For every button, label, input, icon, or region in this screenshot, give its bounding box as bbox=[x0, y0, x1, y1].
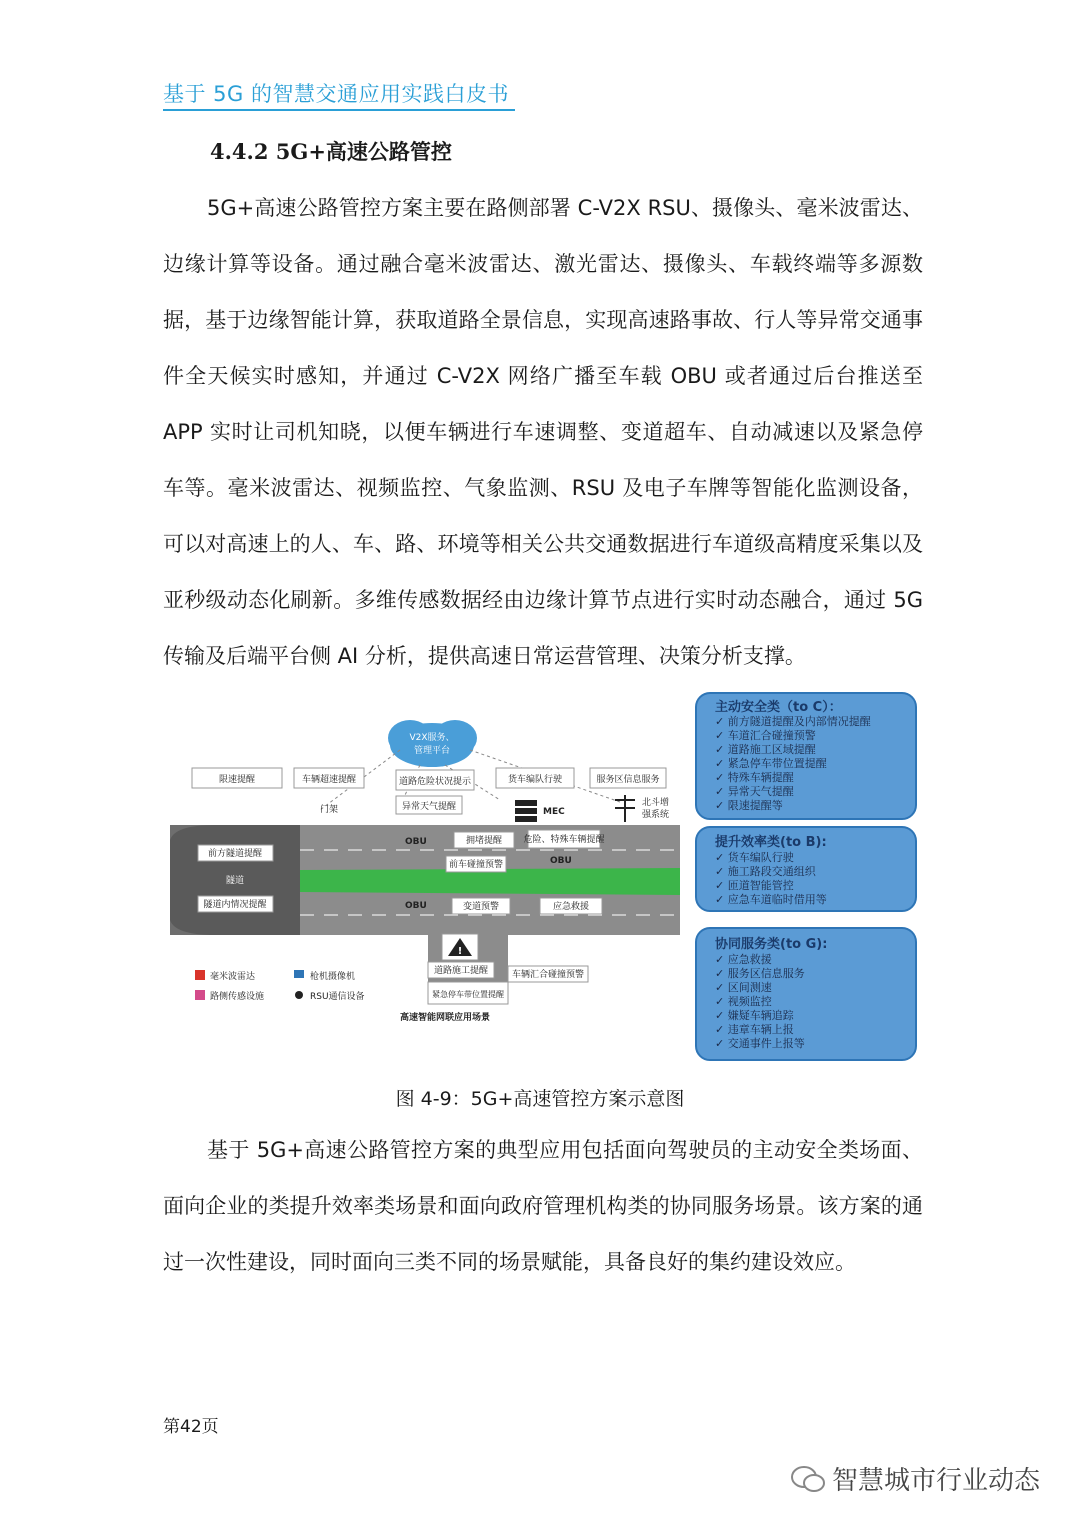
roadwork-label: 道路施工提醒 bbox=[433, 966, 489, 976]
top-box-label: 服务区信息服务 bbox=[596, 775, 660, 785]
panel-title: 主动安全类（to C）： bbox=[715, 700, 842, 715]
figure-caption: 图 4-9：5G+高速管控方案示意图 bbox=[395, 1088, 685, 1110]
panel-item: ✓ 区间测速 bbox=[715, 981, 772, 994]
tunnel-front-label: 前方隧道提醒 bbox=[207, 849, 263, 859]
header-rule bbox=[163, 109, 515, 111]
panel-item: ✓ 车道汇合碰撞预警 bbox=[715, 729, 816, 742]
legend-item: 路侧传感设施 bbox=[210, 992, 265, 1002]
panel-item: ✓ 施工路段交通组织 bbox=[715, 865, 816, 878]
legend-item: 毫米波雷达 bbox=[210, 972, 256, 982]
emergency-stop-label: 紧急停车带位置提醒 bbox=[432, 990, 504, 999]
panel-item: ✓ 异常天气提醒 bbox=[715, 785, 794, 798]
beidou-icon bbox=[615, 795, 669, 822]
panel-safety bbox=[696, 693, 916, 819]
panel-item: ✓ 前方隧道提醒及内部情况提醒 bbox=[715, 715, 871, 728]
panel-item: ✓ 交通事件上报等 bbox=[715, 1037, 805, 1050]
panel-item: ✓ 视频监控 bbox=[715, 995, 772, 1008]
panel-item: ✓ 限速提醒等 bbox=[715, 799, 783, 812]
top-box-label: 限速提醒 bbox=[218, 775, 256, 785]
merge-warning-label: 车辆汇合碰撞预警 bbox=[511, 970, 585, 980]
tunnel-inside-label: 隧道内情况提醒 bbox=[203, 900, 267, 910]
top-box-label: 车辆超速提醒 bbox=[301, 775, 357, 785]
body-paragraph-1: 5G+高速公路管控方案主要在路侧部署 C-V2X RSU、摄像头、毫米波雷达、边缘计算等设备。通过融合毫米波雷达、激光雷达、摄像头、车载终端等多源数据，基于边缘智能计算，获取道路全景信息，实现高速路事故、行人等异常交通事件全天候实时感知，并通过 C-V2X 网络广播至车载 OBU 或者通过后台推送至 APP 实时让司机知晓，以便车辆进行车速调整、变道超车、自动减速以及紧急停车等。毫米波雷达、视频监控、气象监测、RSU 及电子车牌等智能化监测设备，可以对高速上的人、车、路、环境等相关公共交通数据进行车道级高精度采集以及亚秒级动态化刷新。多维传感数据经由边缘计算节点进行实时动态融合，通过 5G 传输及后端平台侧 AI 分析，提供高速日常运营管理、决策分析支撑。 bbox=[163, 196, 923, 668]
gantry-label: 门架 bbox=[320, 805, 339, 815]
page-number: 第42页 bbox=[163, 1417, 219, 1437]
tunnel-label: 隧道 bbox=[225, 876, 245, 886]
obu-label: OBU bbox=[405, 837, 427, 847]
congestion-label: 拥堵提醒 bbox=[465, 836, 503, 846]
header-title: 基于 5G 的智慧交通应用实践白皮书 bbox=[163, 82, 509, 106]
top-boxes bbox=[192, 768, 666, 814]
svg-text:!: ! bbox=[457, 946, 463, 957]
mec-icon bbox=[515, 800, 565, 822]
obu-label: OBU bbox=[405, 901, 427, 911]
panel-item: ✓ 违章车辆上报 bbox=[715, 1023, 794, 1036]
section-heading: 4.4.2 5G+高速公路管控 bbox=[210, 139, 452, 164]
cloud-label-2: 管理平台 bbox=[413, 746, 451, 756]
panel-item: ✓ 匝道智能管控 bbox=[715, 879, 794, 892]
mec-label: MEC bbox=[543, 807, 565, 817]
watermark bbox=[790, 1460, 1040, 1497]
legend-item: RSU通信设备 bbox=[310, 992, 365, 1002]
panel-item: ✓ 道路施工区域提醒 bbox=[715, 743, 816, 756]
legend-item: 枪机摄像机 bbox=[310, 972, 356, 982]
beidou-label-1: 北斗增 bbox=[642, 798, 670, 808]
weather-label: 异常天气提醒 bbox=[401, 802, 457, 812]
panel-item: ✓ 服务区信息服务 bbox=[715, 967, 805, 980]
legend bbox=[195, 970, 365, 1002]
panel-item: ✓ 货车编队行驶 bbox=[715, 851, 794, 864]
front-collision-label: 前车碰撞预警 bbox=[448, 860, 504, 870]
panel-item: ✓ 嫌疑车辆追踪 bbox=[715, 1009, 794, 1022]
scene-title: 高速智能网联应用场景 bbox=[399, 1013, 491, 1023]
panel-item: ✓ 应急车道临时借用等 bbox=[715, 893, 827, 906]
panel-title: 协同服务类(to G): bbox=[715, 937, 828, 952]
figure-diagram bbox=[170, 690, 920, 1070]
panel-efficiency bbox=[696, 827, 916, 911]
top-box-label: 道路危险状况提示 bbox=[398, 777, 472, 787]
highway-diagram bbox=[170, 690, 920, 1070]
warning-icon bbox=[442, 934, 478, 960]
beidou-label-2: 强系统 bbox=[642, 810, 670, 820]
top-box-label: 货车编队行驶 bbox=[507, 775, 563, 785]
dangerous-label: 危险、特殊车辆提醒 bbox=[523, 835, 605, 845]
panel-service bbox=[696, 928, 916, 1060]
cloud-platform bbox=[388, 720, 477, 767]
panel-title: 提升效率类(to B): bbox=[715, 835, 827, 850]
wechat-icon bbox=[790, 1464, 826, 1494]
cloud-label-1: V2X服务、 bbox=[409, 733, 455, 743]
watermark-text: 智慧城市行业动态 bbox=[832, 1466, 1041, 1496]
panel-item: ✓ 应急救援 bbox=[715, 953, 772, 966]
obu-label: OBU bbox=[550, 856, 572, 866]
lane-change-label: 变道预警 bbox=[462, 902, 500, 912]
panel-item: ✓ 紧急停车带位置提醒 bbox=[715, 757, 827, 770]
body-paragraph-2: 基于 5G+高速公路管控方案的典型应用包括面向驾驶员的主动安全类场面、面向企业的类提升效率类场景和面向政府管理机构类的协同服务场景。该方案的通过一次性建设，同时面向三类不同的场景赋能，具备良好的集约建设效应。 bbox=[163, 1138, 923, 1274]
emergency-rescue-label: 应急救援 bbox=[552, 902, 590, 912]
panel-item: ✓ 特殊车辆提醒 bbox=[715, 771, 794, 784]
